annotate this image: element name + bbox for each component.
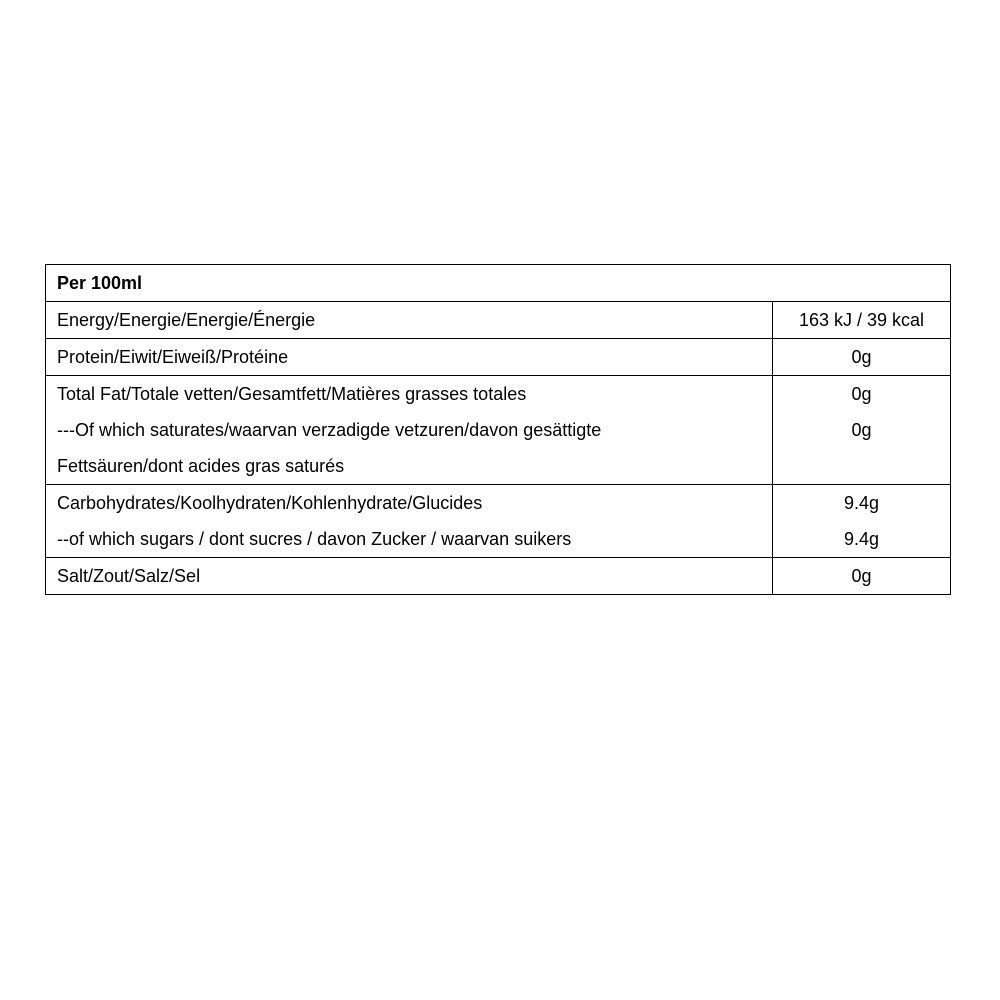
nutrient-label: Protein/Eiwit/Eiweiß/Protéine [57, 347, 289, 367]
nutrient-sub-label: --of which sugars / dont sucres / davon Zucker / waarvan suikers [57, 529, 572, 549]
nutrient-value-cell [773, 485, 951, 558]
table-row-fat [46, 376, 951, 485]
table-row-energy [46, 302, 951, 339]
table-header-row [46, 265, 951, 302]
nutrition-table [45, 264, 951, 595]
nutrient-value: 0g [851, 566, 872, 586]
nutrient-label-cell [46, 485, 773, 558]
nutrient-value-cell [773, 302, 951, 339]
nutrient-value-cell [773, 376, 951, 485]
per-100ml-header: Per 100ml [46, 265, 951, 302]
nutrient-value: 0g [851, 347, 872, 367]
table-row-protein [46, 339, 951, 376]
nutrient-sub-value: 0g [851, 420, 872, 440]
table-row-carbohydrates [46, 485, 951, 558]
nutrient-value-cell [773, 339, 951, 376]
nutrient-label-cell [46, 339, 773, 376]
nutrient-label-cell [46, 558, 773, 595]
nutrient-label-cell [46, 302, 773, 339]
nutrient-value: 163 kJ / 39 kcal [798, 310, 925, 330]
table-row-salt [46, 558, 951, 595]
nutrient-sub-label-continued: Fettsäuren/dont acides gras saturés [57, 456, 345, 476]
nutrient-value: 9.4g [843, 493, 880, 513]
nutrient-label: Carbohydrates/Koolhydraten/Kohlenhydrate/Glucides [57, 493, 483, 513]
nutrient-sub-value: 9.4g [843, 529, 880, 549]
nutrient-label: Energy/Energie/Energie/Énergie [57, 310, 316, 330]
nutrient-label-cell [46, 376, 773, 485]
nutrient-label: Total Fat/Totale vetten/Gesamtfett/Matières grasses totales [57, 384, 527, 404]
nutrient-value-cell [773, 558, 951, 595]
nutrient-value: 0g [851, 384, 872, 404]
nutrient-sub-label: ---Of which saturates/waarvan verzadigde vetzuren/davon gesättigte [57, 420, 602, 440]
nutrient-label: Salt/Zout/Salz/Sel [57, 566, 201, 586]
